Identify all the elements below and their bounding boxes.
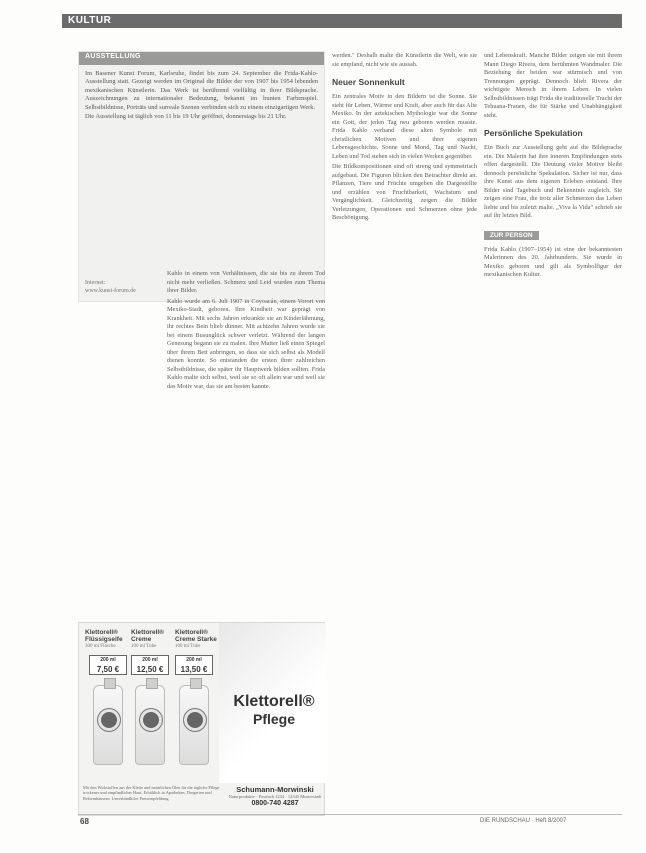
company-address: Naturprodukte · Postfach 1234 · 12345 Musterstadt [228,794,322,799]
company-phone[interactable]: 0800-740 4287 [251,799,299,807]
product-card [85,629,131,649]
footer-divider [78,814,622,815]
article-column-1 [167,270,325,393]
person-label: ZUR PERSON [484,231,539,240]
price-value: 13,50 € [180,665,208,674]
subheading: Neuer Sonnenkult [332,77,405,87]
bottle-image [135,685,165,765]
body-paragraph: werden." Deshalb malte die Künstlerin die Welt, wie sie sie empfand, nicht wie sie aussah. [332,52,477,68]
info-box-text [85,70,318,122]
ad-company-block [227,785,323,807]
price-value: 12,50 € [136,665,164,674]
ad-fine-print: Mit den Wirkstoffen aus der Klette und natürlichen Ölen für die tägliche Pflege trockener und empfindlicher Haut. Erhältlich in Apotheken, Drogerien und Reformhäusern. Unverbindliche Preisempfehlung. [83,785,220,801]
price-tag [131,655,169,675]
product-card [175,629,221,649]
page-number: 68 [80,817,89,826]
article-column-2 [332,52,477,225]
advertisement[interactable] [78,622,325,816]
info-box-header [79,52,324,65]
exhibition-info-box [78,51,325,302]
brand-tagline: Pflege [252,711,295,727]
info-paragraph: Die Ausstellung ist täglich von 11 bis 19 Uhr geöffnet, donnerstags bis 21 Uhr. [85,113,287,121]
body-paragraph: Die Bildkompositionen sind oft streng und symmetrisch aufgebaut. Die Figuren blicken den Betrachter direkt an. Pflanzen, Tiere und Früchte umgeben die Dargestellte und erzählen von Fruchtbarkeit, Wachstum und Vergänglichkeit. Gleichzeitig zeigen die Bilder Verletzungen, Operationen und Schmerzen ohne jede Beschönigung. [332,163,477,221]
price-tag [89,655,127,675]
subheading: Persönliche Spekulation [484,128,583,138]
company-name: Schumann-Morwinski [236,785,314,794]
brand-name: Klettorell® [233,693,315,710]
body-paragraph: Kahlo wurde am 6. Juli 1907 in Coyoacán, einem Vorort von Mexiko-Stadt, geboren. Ihre Kindheit war geprägt von Krankheit. Mit sechs Jahren erkrankte sie an Kinderlähmung, ihr rechtes Bein blieb dünner. Mit achtzehn Jahren wurde sie bei einem Busunglück schwer verletzt. Während der langen Genesung begann sie zu malen. Ihre Mutter ließ einen Spiegel über ihrem Bett anbringen, so dass sie sich selbst als Modell dienen konnte. So entstanden die ersten ihrer zahlreichen Selbstbildnisse, die später ihr Hauptwerk bilden sollten. Frida Kahlo malte sich selbst, weil sie so oft allein war und weil sie das Motiv war, das sie am besten kannte. [167,297,325,390]
price-label: 200 ml [186,657,202,663]
info-paragraph: Im Basener Kunst Forum, Karlsruhe, findet bis zum 24. September die Frida-Kahlo-Ausstellung statt. Gezeigt werden im Original die Bilder der von 1907 bis 1954 lebenden mexikanischen Künstlerin. Das Werk ist berührend vielfältig in ihrer Bildsprache. Auszeichnungen zu internationaler Bedeutung, bekannt im bunten Farbenspiel. Selbstbildnisse, Porträts und surreale Szenen verbinden sich zu einem einzigartigen Werk. [85,70,318,111]
body-paragraph: Ein zentrales Motiv in den Bildern ist die Sonne. Sie steht für Leben, Wärme und Kraft, aber auch für das Alte Mexiko. In der aztekischen Mythologie war die Sonne ein Gott, der jeden Tag neu geboren werden musste. Frida Kahlo verband diese alten Symbole mit christlichen Motiven und ihrer eigenen Lebensgeschichte. Sonne und Mond, Tag und Nacht, Leben und Tod stehen sich in vielen Werken gegenüber. [332,93,477,160]
price-value: 7,50 € [96,665,120,674]
article-column-3 [484,52,622,282]
section-header-bar [62,14,622,28]
section-title: KULTUR [68,15,112,26]
price-label: 200 ml [100,657,116,663]
internet-link[interactable]: www.kunst-forum.de [85,288,136,294]
bottle-image [179,685,209,765]
ad-bottom-strip [79,783,326,817]
product-card [131,629,177,649]
product-desc: 100 ml Tube [131,644,157,649]
product-desc: 300 ml Flasche [85,644,116,649]
info-box-label: AUSSTELLUNG [85,53,141,60]
ad-brand [229,693,319,727]
body-paragraph: Kahlo in einem von Verhältnissen, die sie bis zu ihrem Tod nicht mehr verließen. Schmerz und Leid wurden zum Thema ihrer Bilder. [167,270,325,294]
ad-products [79,623,219,783]
bottle-image [93,685,123,765]
product-name: Klettorell® Creme Starke [175,629,217,643]
product-name: Klettorell® Creme [131,629,164,643]
person-text: Frida Kahlo (1907–1954) ist eine der bekanntesten Malerinnen des 20. Jahrhunderts. Sie wurde in Mexiko geboren und gilt als Symbolfigur der mexikanischen Kultur. [484,245,622,278]
product-name: Klettorell® Flüssigseife [85,629,123,643]
body-paragraph: und Lebenskraft. Manche Bilder zeigen sie mit ihrem Mann Diego Rivera, dem berühmten Wandmaler. Die Beziehung der beiden war stürmisch und von Trennungen geprägt. Dennoch blieb Rivera der wichtigste Mensch in ihrem Leben. In vielen Selbstbildnissen trägt Frida die traditionelle Tracht der Tehuana-Frauen, die für Stärke und Unabhängigkeit steht. [484,52,622,119]
publication-footer: DIE RUNDSCHAU · Heft 8/2007 [480,818,567,824]
product-desc: 100 ml Tube [175,644,201,649]
price-tag [175,655,213,675]
sun-logo-icon [187,712,203,728]
price-label: 200 ml [142,657,158,663]
sun-logo-icon [143,712,159,728]
internet-label: Internet: [85,280,106,286]
body-paragraph: Ein Buch zur Ausstellung geht auf die Bildsprache ein. Die Malerin hat ihre inneren Empfindungen stets offen dargestellt. Die Deutung vieler Motive bleibt dennoch persönliche Spekulation. Sicher ist nur, dass ihre Kunst aus dem eigenen Erleben entstand. Ihre Bilder sind Tagebuch und Bekenntnis zugleich. Sie zeigen eine Frau, die trotz aller Schmerzen das Leben liebte und bis zuletzt malte. „Viva la Vida“ schrieb sie auf ihr letztes Bild. [484,144,622,219]
info-box-footer [85,279,136,295]
sun-logo-icon [101,712,117,728]
